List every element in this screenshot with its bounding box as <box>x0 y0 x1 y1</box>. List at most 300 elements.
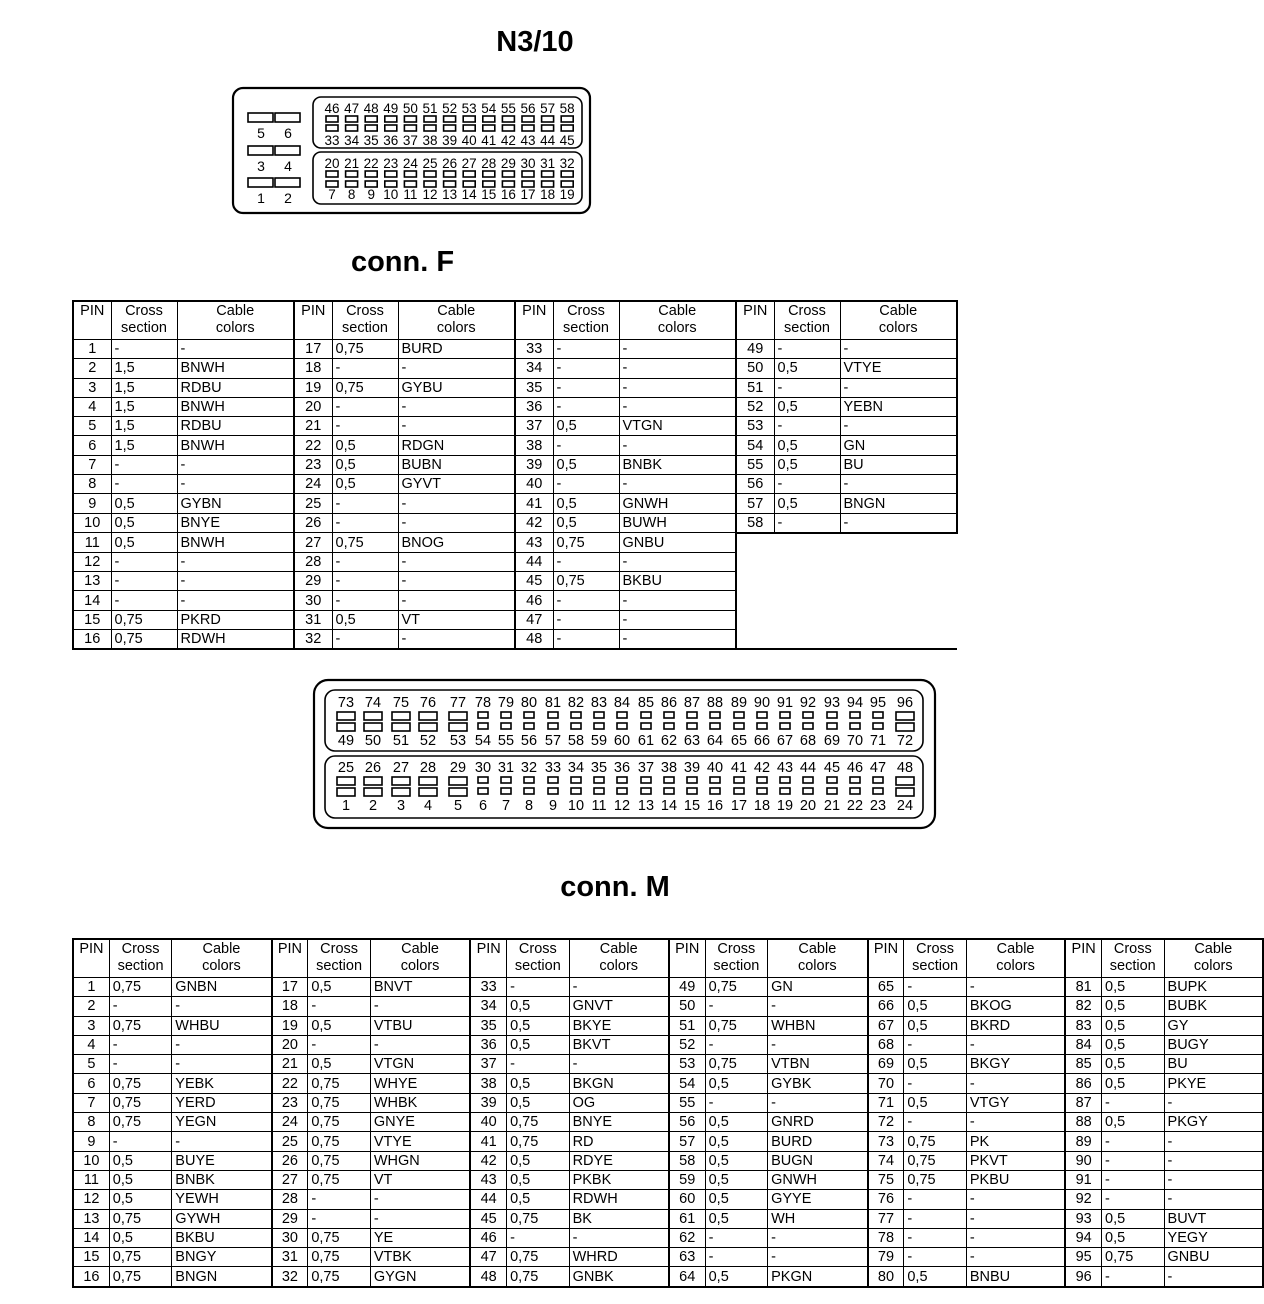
pin-slot <box>896 788 914 796</box>
pin-label: 1 <box>341 798 351 814</box>
pin-slot <box>548 777 558 783</box>
cable-color-cell: GYBU <box>398 378 515 397</box>
cross-section-cell: 0,75 <box>332 378 398 397</box>
cable-color-cell: VTGN <box>619 417 736 436</box>
pin-slot <box>896 723 914 731</box>
pin-number-cell: 88 <box>1065 1113 1101 1132</box>
pin-slot <box>385 171 397 177</box>
pin-label: 89 <box>730 695 748 711</box>
pin-number-cell: 21 <box>272 1055 308 1074</box>
cross-section-cell: 0,5 <box>1102 1016 1165 1035</box>
pin-slot <box>780 712 790 718</box>
cable-colors-header: Cable colors <box>569 939 669 978</box>
pin-slot <box>364 788 382 796</box>
cross-section-cell: 0,5 <box>1102 997 1165 1016</box>
pin-slot <box>483 171 495 177</box>
pin-label: 75 <box>392 695 410 711</box>
pin-slot <box>710 723 720 729</box>
cross-section-cell: 0,75 <box>109 978 172 997</box>
table-row <box>73 1151 1263 1170</box>
cross-section-header: Cross section <box>774 301 840 340</box>
pin-label: 37 <box>402 133 418 148</box>
pin-label: 54 <box>481 101 497 116</box>
cross-section-cell: 0,5 <box>705 1151 768 1170</box>
cross-section-header: Cross section <box>507 939 570 978</box>
pin-number-cell: 53 <box>736 417 774 436</box>
cross-section-cell: 0,5 <box>109 1151 172 1170</box>
pin-number-cell: 12 <box>73 1190 109 1209</box>
cross-section-cell: 0,75 <box>507 1267 570 1287</box>
cable-color-cell: WH <box>768 1209 868 1228</box>
pin-label: 49 <box>383 101 399 116</box>
pin-number-cell: 64 <box>669 1267 705 1287</box>
pin-label: 24 <box>402 156 418 171</box>
cross-section-cell: - <box>705 1228 768 1247</box>
cross-section-cell: 1,5 <box>111 397 177 416</box>
pin-label: 41 <box>730 760 748 776</box>
table-row <box>73 397 957 416</box>
cable-color-cell: - <box>840 378 957 397</box>
cross-section-cell: 0,5 <box>774 494 840 513</box>
pin-slot <box>404 116 416 122</box>
cross-section-cell: 0,5 <box>308 1055 371 1074</box>
pin-number-cell: 47 <box>470 1248 506 1267</box>
cross-section-cell: 0,5 <box>1102 978 1165 997</box>
pin-slot <box>873 723 883 729</box>
cable-color-cell: BUBN <box>398 455 515 474</box>
cross-section-cell: - <box>111 572 177 591</box>
table-row <box>73 997 1263 1016</box>
pin-number-cell: 28 <box>272 1190 308 1209</box>
cross-section-cell: 0,5 <box>1102 1055 1165 1074</box>
pin-slot <box>522 116 534 122</box>
pin-slot <box>385 116 397 122</box>
cross-section-cell: - <box>332 552 398 571</box>
pin-label: 87 <box>683 695 701 711</box>
cross-section-cell: - <box>507 1055 570 1074</box>
empty-cell <box>840 629 957 649</box>
pin-number-cell: 30 <box>272 1228 308 1247</box>
cable-color-cell: - <box>398 572 515 591</box>
pin-number-cell: 22 <box>272 1074 308 1093</box>
cable-color-cell: GYVT <box>398 475 515 494</box>
cross-section-header: Cross section <box>109 939 172 978</box>
pin-number-cell: 29 <box>272 1209 308 1228</box>
pin-number-cell: 38 <box>470 1074 506 1093</box>
cross-section-cell: - <box>109 1035 172 1054</box>
pin-slot <box>337 777 355 785</box>
pin-label: 72 <box>896 733 914 749</box>
cable-color-cell: GYBN <box>177 494 294 513</box>
pin-number-cell: 85 <box>1065 1055 1101 1074</box>
cross-section-cell: - <box>553 475 619 494</box>
cross-section-cell: 0,75 <box>109 1093 172 1112</box>
cross-section-cell: 0,75 <box>308 1151 371 1170</box>
pin-slot <box>524 777 534 783</box>
cable-color-cell: BNWH <box>177 359 294 378</box>
cable-color-cell: BNVT <box>370 978 470 997</box>
cross-section-header: Cross section <box>705 939 768 978</box>
pin-label: 24 <box>896 798 914 814</box>
cross-section-cell: 0,5 <box>553 455 619 474</box>
pin-slot <box>664 723 674 729</box>
pin-number-cell: 20 <box>272 1035 308 1054</box>
cross-section-cell: - <box>774 417 840 436</box>
cable-color-cell: GNBN <box>172 978 272 997</box>
pin-slot <box>561 181 573 187</box>
pin-number-cell: 31 <box>294 610 332 629</box>
pin-label: 9 <box>367 187 375 202</box>
cable-color-cell: BNBK <box>619 455 736 474</box>
cable-color-cell: - <box>966 1248 1065 1267</box>
pin-number-cell: 8 <box>73 475 111 494</box>
pin-slot <box>524 712 534 718</box>
pin-label: 2 <box>368 798 378 814</box>
pin-slot <box>524 723 534 729</box>
pin-number-cell: 39 <box>515 455 553 474</box>
pin-label: 29 <box>449 760 467 776</box>
cross-section-cell: 0,5 <box>705 1267 768 1287</box>
pin-slot <box>392 723 410 731</box>
pin-slot <box>444 125 456 131</box>
pin-label: 34 <box>567 760 585 776</box>
pin-number-cell: 44 <box>515 552 553 571</box>
table-row <box>73 572 957 591</box>
cable-color-cell: - <box>370 1035 470 1054</box>
pin-number-cell: 4 <box>73 1035 109 1054</box>
pin-number-cell: 29 <box>294 572 332 591</box>
cable-color-cell: GYBK <box>768 1074 868 1093</box>
pin-slot <box>424 181 436 187</box>
table-row <box>73 1267 1263 1287</box>
pin-label: 73 <box>337 695 355 711</box>
pin-number-cell: 57 <box>669 1132 705 1151</box>
pin-slot <box>326 181 338 187</box>
pin-slot <box>780 723 790 729</box>
pin-number-cell: 73 <box>868 1132 904 1151</box>
pin-number-cell: 33 <box>470 978 506 997</box>
cross-section-cell: 0,5 <box>332 436 398 455</box>
pin-number-cell: 71 <box>868 1093 904 1112</box>
empty-cell <box>840 610 957 629</box>
pin-label: 18 <box>540 187 556 202</box>
pin-slot <box>444 116 456 122</box>
cable-color-cell: GNVT <box>569 997 669 1016</box>
cross-section-cell: 0,75 <box>308 1074 371 1093</box>
pin-label: 47 <box>869 760 887 776</box>
cable-color-cell: - <box>398 494 515 513</box>
pin-label: 9 <box>548 798 558 814</box>
cross-section-cell: 0,75 <box>553 533 619 552</box>
cable-color-cell: BKGY <box>966 1055 1065 1074</box>
pin-number-cell: 40 <box>515 475 553 494</box>
pin-number-cell: 87 <box>1065 1093 1101 1112</box>
pin-slot <box>710 777 720 783</box>
pin-label: 23 <box>383 156 399 171</box>
cable-color-cell: RDWH <box>177 629 294 649</box>
pin-slot <box>404 125 416 131</box>
pin-label: 47 <box>344 101 360 116</box>
pin-label: 64 <box>706 733 724 749</box>
cross-section-header: Cross section <box>332 301 398 340</box>
pin-slot <box>548 712 558 718</box>
pin-slot <box>873 788 883 794</box>
pin-number-cell: 1 <box>73 340 111 359</box>
cross-section-cell: 0,5 <box>904 1093 967 1112</box>
table-row <box>73 610 957 629</box>
cross-section-cell: 0,5 <box>774 436 840 455</box>
cable-color-cell: RDBU <box>177 378 294 397</box>
pin-label: 63 <box>683 733 701 749</box>
pin-number-cell: 32 <box>272 1267 308 1287</box>
pin-label: 30 <box>474 760 492 776</box>
pin-label: 31 <box>540 156 556 171</box>
pin-label: 3 <box>396 798 406 814</box>
pin-label: 39 <box>442 133 458 148</box>
cross-section-cell: 0,75 <box>904 1132 967 1151</box>
table-row <box>73 1016 1263 1035</box>
pin-slot <box>780 788 790 794</box>
cable-color-cell: - <box>768 997 868 1016</box>
pin-slot <box>424 125 436 131</box>
cable-color-cell: - <box>840 475 957 494</box>
pin-number-cell: 2 <box>73 359 111 378</box>
pin-label: 17 <box>730 798 748 814</box>
pin-number-cell: 95 <box>1065 1248 1101 1267</box>
pin-slot <box>337 723 355 731</box>
pin-label: 38 <box>422 133 438 148</box>
pin-number-cell: 41 <box>470 1132 506 1151</box>
pin-number-cell: 58 <box>736 513 774 533</box>
pin-slot <box>803 777 813 783</box>
cross-section-cell: 0,5 <box>1102 1209 1165 1228</box>
cross-section-cell: 0,5 <box>308 1016 371 1035</box>
pin-label: 16 <box>500 187 516 202</box>
cable-color-cell: - <box>619 629 736 649</box>
pin-slot <box>444 181 456 187</box>
table-row <box>73 494 957 513</box>
pin-slot <box>483 116 495 122</box>
cross-section-cell: 0,75 <box>308 1132 371 1151</box>
pin-number-cell: 57 <box>736 494 774 513</box>
pin-label: 11 <box>403 187 418 202</box>
pin-number-cell: 49 <box>736 340 774 359</box>
pin-number-cell: 9 <box>73 1132 109 1151</box>
pin-number-cell: 31 <box>272 1248 308 1267</box>
cable-color-cell: VT <box>398 610 515 629</box>
pin-label: 45 <box>823 760 841 776</box>
pin-number-cell: 6 <box>73 1074 109 1093</box>
pin-number-cell: 2 <box>73 997 109 1016</box>
pin-slot <box>641 723 651 729</box>
cross-section-header: Cross section <box>904 939 967 978</box>
pin-label: 28 <box>481 156 497 171</box>
pin-slot <box>501 712 511 718</box>
pin-number-cell: 3 <box>73 378 111 397</box>
pin-number-cell: 50 <box>669 997 705 1016</box>
pin-number-cell: 90 <box>1065 1151 1101 1170</box>
pin-slot <box>275 146 300 155</box>
cross-section-cell: 0,75 <box>109 1267 172 1287</box>
cable-color-cell: BUGN <box>768 1151 868 1170</box>
pin-label: 48 <box>896 760 914 776</box>
pin-number-cell: 81 <box>1065 978 1101 997</box>
cable-color-cell: - <box>619 552 736 571</box>
cable-color-cell: PKGN <box>768 1267 868 1287</box>
cable-color-cell: VTGN <box>370 1055 470 1074</box>
pin-slot <box>364 777 382 785</box>
pin-number-cell: 23 <box>294 455 332 474</box>
pin-slot <box>385 181 397 187</box>
cable-color-cell: GYGN <box>370 1267 470 1287</box>
conn-m-upper-block <box>325 690 923 751</box>
pin-label: 2 <box>284 190 292 206</box>
pin-slot <box>850 723 860 729</box>
cable-color-cell: - <box>398 397 515 416</box>
cross-section-cell: - <box>308 997 371 1016</box>
cross-section-cell: 0,5 <box>774 455 840 474</box>
pin-slot <box>392 788 410 796</box>
cross-section-cell: 0,5 <box>774 359 840 378</box>
cross-section-cell: 0,75 <box>111 610 177 629</box>
pin-label: 4 <box>423 798 433 814</box>
cross-section-cell: 0,5 <box>705 1209 768 1228</box>
pin-slot <box>463 171 475 177</box>
pin-number-cell: 55 <box>669 1093 705 1112</box>
pin-slot <box>449 712 467 720</box>
cable-color-cell: - <box>768 1248 868 1267</box>
cross-section-cell: 0,75 <box>109 1113 172 1132</box>
pin-slot <box>734 723 744 729</box>
pin-label: 28 <box>419 760 437 776</box>
pin-slot <box>827 788 837 794</box>
pin-slot <box>419 777 437 785</box>
cross-section-cell: 0,5 <box>904 1055 967 1074</box>
cross-section-cell: - <box>553 436 619 455</box>
cable-color-cell: - <box>1164 1190 1263 1209</box>
cross-section-cell: - <box>111 591 177 610</box>
pin-slot <box>827 723 837 729</box>
cross-section-cell: - <box>308 1209 371 1228</box>
cross-section-cell: 0,5 <box>507 1093 570 1112</box>
pin-header: PIN <box>294 301 332 340</box>
cable-color-cell: YEBN <box>840 397 957 416</box>
cable-color-cell: GNWH <box>768 1170 868 1189</box>
cable-color-cell: BU <box>1164 1055 1263 1074</box>
pin-slot <box>896 712 914 720</box>
pin-slot <box>522 125 534 131</box>
pin-slot <box>346 116 358 122</box>
cross-section-cell: - <box>332 572 398 591</box>
cable-color-cell: - <box>619 475 736 494</box>
pin-label: 59 <box>590 733 608 749</box>
table-row <box>73 1074 1263 1093</box>
pin-label: 76 <box>419 695 437 711</box>
pin-slot <box>248 113 273 122</box>
pin-label: 36 <box>613 760 631 776</box>
pin-number-cell: 42 <box>515 513 553 533</box>
cross-section-cell: 0,75 <box>705 1055 768 1074</box>
cable-color-cell: - <box>177 475 294 494</box>
pin-label: 77 <box>449 695 467 711</box>
pin-number-cell: 16 <box>73 629 111 649</box>
pin-number-cell: 16 <box>73 1267 109 1287</box>
pin-slot <box>478 777 488 783</box>
cable-color-cell: - <box>172 1035 272 1054</box>
pin-slot <box>449 777 467 785</box>
pin-number-cell: 24 <box>294 475 332 494</box>
pin-slot <box>617 788 627 794</box>
cable-color-cell: - <box>966 1074 1065 1093</box>
pin-number-cell: 52 <box>736 397 774 416</box>
cross-section-cell: 0,75 <box>332 533 398 552</box>
cross-section-header: Cross section <box>553 301 619 340</box>
pin-slot <box>710 712 720 718</box>
pin-label: 80 <box>520 695 538 711</box>
pin-number-cell: 56 <box>736 475 774 494</box>
pin-label: 13 <box>637 798 655 814</box>
cable-color-cell: BNWH <box>177 397 294 416</box>
cable-color-cell: - <box>398 417 515 436</box>
pin-number-cell: 46 <box>470 1228 506 1247</box>
cross-section-cell: 0,5 <box>1102 1035 1165 1054</box>
cable-color-cell: BKBU <box>619 572 736 591</box>
cable-color-cell: VTYE <box>840 359 957 378</box>
cross-section-cell: 0,75 <box>109 1209 172 1228</box>
pin-number-cell: 4 <box>73 397 111 416</box>
cross-section-cell: - <box>904 1074 967 1093</box>
cable-color-cell: BUVT <box>1164 1209 1263 1228</box>
cross-section-cell: 0,75 <box>705 978 768 997</box>
pin-slot <box>827 712 837 718</box>
pin-label: 17 <box>520 187 536 202</box>
pin-number-cell: 12 <box>73 552 111 571</box>
cross-section-cell: 0,75 <box>111 629 177 649</box>
pin-number-cell: 42 <box>470 1151 506 1170</box>
table-row <box>73 978 1263 997</box>
cable-colors-header: Cable colors <box>840 301 957 340</box>
pin-number-cell: 52 <box>669 1035 705 1054</box>
cross-section-cell: 0,5 <box>507 1170 570 1189</box>
cable-color-cell: BNGN <box>172 1267 272 1287</box>
pin-label: 55 <box>500 101 516 116</box>
pin-number-cell: 48 <box>470 1267 506 1287</box>
pin-number-cell: 10 <box>73 513 111 533</box>
pin-label: 82 <box>567 695 585 711</box>
conn-m-connector-pins <box>314 680 935 828</box>
pin-number-cell: 5 <box>73 417 111 436</box>
cross-section-cell: 0,5 <box>332 610 398 629</box>
cross-section-header: Cross section <box>111 301 177 340</box>
pin-slot <box>548 788 558 794</box>
cable-color-cell: - <box>398 591 515 610</box>
pin-slot <box>641 712 651 718</box>
cross-section-cell: 0,75 <box>904 1170 967 1189</box>
pin-label: 70 <box>846 733 864 749</box>
pin-number-cell: 89 <box>1065 1132 1101 1151</box>
pin-slot <box>780 777 790 783</box>
cable-color-cell: GN <box>840 436 957 455</box>
cross-section-cell: - <box>111 340 177 359</box>
pin-number-cell: 33 <box>515 340 553 359</box>
pin-slot <box>463 125 475 131</box>
empty-cell <box>840 533 957 552</box>
cross-section-cell: 0,5 <box>507 1035 570 1054</box>
cable-color-cell: BUWH <box>619 513 736 533</box>
pin-slot <box>483 181 495 187</box>
cable-color-cell: WHBU <box>172 1016 272 1035</box>
cable-color-cell: GNBK <box>569 1267 669 1287</box>
